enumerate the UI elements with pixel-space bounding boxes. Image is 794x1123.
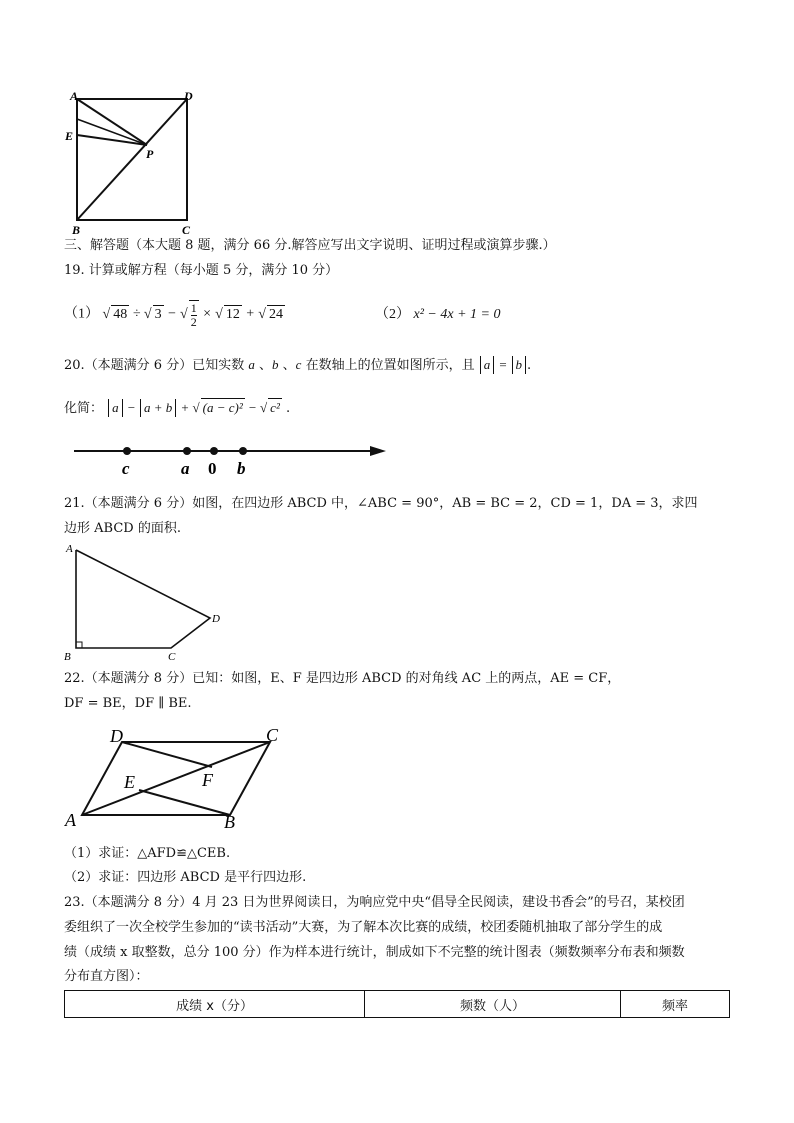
q21-label-C: C: [168, 651, 176, 663]
label-D: D: [184, 89, 193, 103]
score-table: [64, 990, 730, 1018]
q19-part2-equation: x² − 4x + 1 = 0: [413, 307, 501, 322]
quadrilateral-figure: [60, 540, 235, 665]
q19-part1: （1） √ 48 ÷ √ 3 − √ $\frac{1}{2}$ × √ 12 + √ 24: [64, 300, 285, 329]
q19-part1-label: （1）: [64, 306, 99, 322]
table-header-frequency: 频数（人）: [365, 991, 621, 1018]
numberline-a: a: [181, 459, 190, 478]
label-B: B: [72, 223, 81, 237]
q22-sub2: （2）求证：四边形 ABCD 是平行四边形.: [64, 870, 307, 885]
square-figure: [60, 88, 210, 238]
q21-label-A: A: [66, 543, 73, 555]
numberline-zero: 0: [208, 459, 217, 478]
q23-line4: 分布直方图）：: [64, 969, 149, 984]
q19-stem: 19. 计算或解方程（每小题 5 分，满分 10 分）: [64, 263, 339, 278]
label-E: E: [65, 129, 74, 143]
parallelogram-figure: [60, 722, 295, 832]
q22-label-E: E: [124, 772, 135, 792]
q23-line3: 绩（成绩 x 取整数，总分 100 分）作为样本进行统计，制成如下不完整的统计图表（频数频率分布表和频数: [64, 945, 685, 960]
label-C: C: [182, 223, 191, 237]
label-P: P: [146, 147, 154, 161]
q19-part2-label: （2）: [375, 307, 410, 322]
q23-line2: 委组织了一次全校学生参加的“读书活动”大赛，为了解本次比赛的成绩，校团委随机抽取了部分学生的成: [64, 920, 663, 935]
q21-line2: 边形 ABCD 的面积.: [64, 521, 181, 536]
q22-label-A: A: [65, 810, 76, 830]
q22-label-D: D: [110, 726, 123, 746]
q22-line2: DF = BE，DF ∥ BE.: [64, 696, 192, 711]
q22-label-B: B: [224, 812, 235, 832]
q22-label-F: F: [202, 770, 213, 790]
label-A: A: [70, 89, 79, 103]
table-header-rate: 频率: [620, 991, 729, 1018]
q20-simplify: 化简： a − a + b + √ (a − c)² − √ c² .: [64, 398, 290, 418]
q21-label-D: D: [212, 613, 220, 625]
section-three-heading: 三、解答题（本大题 8 题，满分 66 分.解答应写出文字说明、证明过程或演算步骤.）: [64, 238, 556, 253]
q19-part2: [375, 306, 500, 324]
q21-label-B: B: [64, 651, 71, 663]
numberline-b: b: [237, 459, 246, 478]
table-header-score: 成绩 x（分）: [65, 991, 365, 1018]
q22-line1: 22.（本题满分 8 分）已知：如图，E、F 是四边形 ABCD 的对角线 AC 上的两点，AE = CF，: [64, 671, 621, 686]
q20-stem: 20.（本题满分 6 分）已知实数 a 、b 、c 在数轴上的位置如图所示，且 a = b .: [64, 357, 532, 373]
q22-label-C: C: [266, 725, 279, 745]
table-header-row: [65, 991, 730, 1018]
number-line: [70, 438, 390, 480]
q22-sub1: （1）求证：△AFD≌△CEB.: [64, 846, 231, 861]
q23-line1: 23.（本题满分 8 分）4 月 23 日为世界阅读日，为响应党中央“倡导全民阅读，建设书香会”的号召，某校团: [64, 895, 685, 910]
numberline-c: c: [122, 459, 130, 478]
q21-line1: 21.（本题满分 6 分）如图，在四边形 ABCD 中，∠ABC = 90°，AB = BC = 2，CD = 1，DA = 3，求四: [64, 496, 698, 511]
